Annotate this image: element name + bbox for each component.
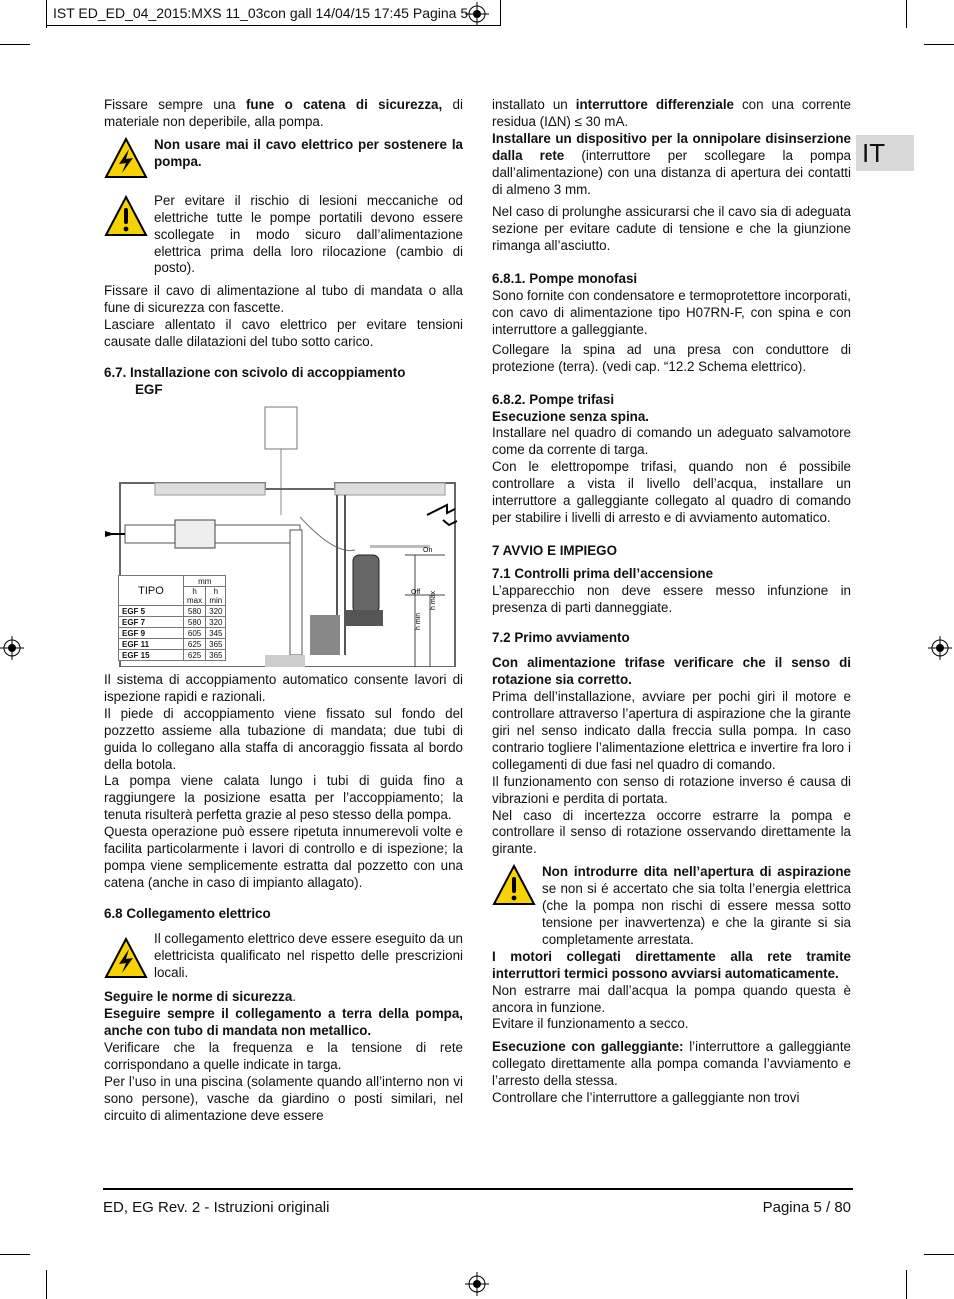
general-warning bbox=[104, 193, 463, 278]
left-column-lower bbox=[104, 672, 463, 1125]
paragraph: Con le elettropompe trifasi, quando non é possibile controllare a vista il livello dell’acqua, installare un interruttore a galleggiante collegato al quadro di comando per stabilire i livelli di arresto e di avviamento automatico. bbox=[492, 459, 851, 525]
table-cell: 345 bbox=[206, 628, 226, 639]
table-cell: 625 bbox=[184, 650, 206, 661]
paragraph: Il piede di accoppiamento viene fissato sul fondo del pozzetto assieme alla tubazione di mandata; due tubi di guida lo collegano alla staffa di ancoraggio fissata al bordo della botola. bbox=[104, 705, 463, 772]
table-cell: 580 bbox=[184, 606, 206, 617]
paragraph: L’apparecchio non deve essere messo infunzione in presenza di parti danneggiate. bbox=[492, 582, 851, 615]
paragraph: Verificare che la frequenza e la tensione di rete corrispondano a quelle indicate in targa. bbox=[104, 1040, 463, 1073]
paragraph: Sono fornite con condensatore e termoprotettore incorporati, con cavo di alimentazione tipo H07RN-F, con spina e con interruttore a galleggiante. bbox=[492, 288, 851, 337]
table-cell: 580 bbox=[184, 617, 206, 628]
paragraph: Per l’uso in una piscina (solamente quando all’interno non vi sono persone), vasche da giardino o posti similari, nel circuito di alimentazione deve essere bbox=[104, 1073, 463, 1123]
crop-mark bbox=[924, 44, 954, 45]
crop-mark bbox=[924, 1254, 954, 1255]
exclamation-warning-icon bbox=[492, 864, 536, 906]
paragraph: Fissare sempre una fune o catena di sicurezza, di materiale non deperibile, alla pompa. bbox=[104, 97, 463, 129]
section-heading: 6.8.2. Pompe trifasi bbox=[492, 391, 615, 407]
table-row bbox=[119, 639, 226, 650]
crop-mark bbox=[0, 1254, 30, 1255]
electric-hazard-icon bbox=[104, 937, 148, 979]
paragraph: Installare nel quadro di comando un adeguato salvamotore come da corrente di targa. bbox=[492, 425, 851, 458]
paragraph: Collegare la spina ad una presa con conduttore di protezione (terra). (vedi cap. “12.2 Schema elettrico). bbox=[492, 341, 851, 374]
paragraph: Prima dell’installazione, avviare per pochi giri il motore e controllare attraverso l’apertura di aspirazione che la girante giri nel senso indicato dalla freccia sulla pompa. In caso contrario togliere l’alimentazione elettrica e invertire fra loro i collegamenti di due fasi nel quadro di comando. bbox=[492, 689, 851, 772]
registration-mark-icon bbox=[928, 636, 952, 660]
off-label: Off bbox=[411, 589, 421, 596]
crop-mark bbox=[46, 1270, 47, 1299]
paragraph: I motori collegati direttamente alla rete tramite interruttori termici possono avviarsi automaticamente. bbox=[492, 948, 851, 981]
footer-document-info: ED, EG Rev. 2 - Istruzioni originali bbox=[103, 1199, 330, 1216]
h-max-label: h max bbox=[430, 590, 437, 610]
right-column bbox=[492, 97, 851, 1107]
table-row bbox=[119, 628, 226, 639]
print-slug: IST ED_ED_04_2015:MXS 11_03con gall 14/04/15 17:45 Pagina 5 bbox=[46, 0, 501, 26]
warning-text: Il collegamento elettrico deve essere eseguito da un elettricista qualificato nel rispetto delle prescrizioni locali. bbox=[154, 930, 463, 980]
table-header: h min bbox=[206, 587, 226, 606]
footer-divider bbox=[103, 1188, 853, 1190]
paragraph: Nel caso di incertezza occorre estrarre la pompa e controllare il senso di rotazione osservando direttamente la girante. bbox=[492, 807, 851, 857]
paragraph: Non estrarre mai dall’acqua la pompa quando questa è ancora in funzione. bbox=[492, 982, 851, 1015]
paragraph: Il funzionamento con senso di rotazione inverso é causa di vibrazioni e perdita di portata. bbox=[492, 773, 851, 806]
paragraph: installato un interruttore differenziale con una corrente residua (IΔN) ≤ 30 mA. bbox=[492, 97, 851, 129]
paragraph: La pompa viene calata lungo i tubi di guida fino a raggiungere la posizione esatta per l’accoppiamento; la tenuta risulterà perfetta grazie al peso stesso della pompa. bbox=[104, 773, 463, 823]
table-row bbox=[119, 617, 226, 628]
warning-text: Non usare mai il cavo elettrico per sostenere la pompa. bbox=[154, 136, 463, 169]
section-heading: 7.1 Controlli prima dell’accensione bbox=[492, 565, 714, 581]
table-row bbox=[119, 606, 226, 617]
paragraph: Lasciare allentato il cavo elettrico per evitare tensioni causate dalle dilatazioni del tubo sotto carico. bbox=[104, 317, 463, 350]
paragraph: Nel caso di prolunghe assicurarsi che il cavo sia di adeguata sezione per evitare cadute di tensione e che la giunzione rimanga all’asciutto. bbox=[492, 204, 851, 254]
table-cell: 625 bbox=[184, 639, 206, 650]
section-heading: 6.7. Installazione con scivolo di accoppiamento bbox=[104, 364, 406, 380]
section-heading: 7 AVVIO E IMPIEGO bbox=[492, 542, 618, 558]
general-warning bbox=[492, 864, 851, 949]
table-cell: EGF 15 bbox=[119, 650, 184, 661]
table-cell: 605 bbox=[184, 628, 206, 639]
crop-mark bbox=[906, 1270, 907, 1299]
section-heading: 6.8.1. Pompe monofasi bbox=[492, 271, 638, 287]
table-cell: EGF 7 bbox=[119, 617, 184, 628]
table-header: TIPO bbox=[119, 576, 184, 606]
section-heading: Esecuzione senza spina. bbox=[492, 408, 650, 424]
left-column bbox=[104, 97, 463, 399]
electric-hazard-icon bbox=[104, 137, 148, 179]
electric-warning bbox=[104, 137, 463, 179]
table-cell: 365 bbox=[206, 650, 226, 661]
registration-mark-icon bbox=[465, 1272, 489, 1296]
table-header: mm bbox=[184, 576, 226, 587]
table-cell: 320 bbox=[206, 606, 226, 617]
warning-text: Per evitare il rischio di lesioni meccaniche od elettriche tutte le pompe portatili devono essere scollegate in modo sicuro dall’alimentazione elettrica prima della loro rilocazione (cambio di posto). bbox=[154, 192, 463, 276]
paragraph: Fissare il cavo di alimentazione al tubo di mandata o alla fune di sicurezza con fascette. bbox=[104, 283, 463, 316]
table-cell: 365 bbox=[206, 639, 226, 650]
on-label: On bbox=[423, 547, 433, 554]
section-heading: 7.2 Primo avviamento bbox=[492, 630, 630, 646]
paragraph: Eseguire sempre il collegamento a terra della pompa, anche con tubo di mandata non metallico. bbox=[104, 1006, 463, 1039]
crop-mark bbox=[0, 44, 30, 45]
footer-page-number: Pagina 5 / 80 bbox=[762, 1199, 851, 1216]
paragraph: Seguire le norme di sicurezza. bbox=[104, 989, 297, 1005]
paragraph: Evitare il funzionamento a secco. bbox=[492, 1016, 689, 1032]
electric-warning bbox=[104, 931, 463, 982]
paragraph: Con alimentazione trifase verificare che il senso di rotazione sia corretto. bbox=[492, 655, 851, 688]
table-cell: EGF 11 bbox=[119, 639, 184, 650]
table-row bbox=[119, 650, 226, 661]
paragraph: Controllare che l’interruttore a galleggiante non trovi bbox=[492, 1090, 800, 1106]
table-header: h max bbox=[184, 587, 206, 606]
crop-mark bbox=[906, 0, 907, 28]
section-heading: EGF bbox=[135, 381, 163, 397]
paragraph: Installare un dispositivo per la onnipolare disinserzione dalla rete (interruttore per scollegare la pompa dall’alimentazione) con una distanza di apertura dei contatti di almeno 3 mm. bbox=[492, 130, 851, 197]
paragraph: Questa operazione può essere ripetuta innumerevoli volte e facilita particolarmente i lavori di controllo e di ispezione; la pompa viene semplicemente estratta dal pozzetto con una catena (anche in caso di impianto allagato). bbox=[104, 824, 463, 890]
h-min-label: h min bbox=[415, 612, 422, 630]
registration-mark-icon bbox=[465, 2, 489, 26]
table-cell: EGF 9 bbox=[119, 628, 184, 639]
paragraph: Il sistema di accoppiamento automatico consente lavori di ispezione rapidi e razionali. bbox=[104, 672, 463, 704]
section-heading: 6.8 Collegamento elettrico bbox=[104, 905, 271, 921]
exclamation-warning-icon bbox=[104, 195, 148, 237]
registration-mark-icon bbox=[0, 636, 24, 660]
table-cell: 320 bbox=[206, 617, 226, 628]
warning-text: Non introdurre dita nell’apertura di aspirazione se non si é accertato che sia tolta l’energia elettrica (che la pompa non rischi di essere messa sotto tensione per inavvertenza) e che la girante si sia completamente arrestata. bbox=[542, 864, 851, 947]
table-cell: EGF 5 bbox=[119, 606, 184, 617]
language-tab: IT bbox=[856, 135, 914, 171]
tipo-table bbox=[118, 575, 226, 661]
paragraph: Esecuzione con galleggiante: l’interruttore a galleggiante collegato direttamente alla pompa comanda l’avviamento e l’arresto della stessa. bbox=[492, 1039, 852, 1089]
